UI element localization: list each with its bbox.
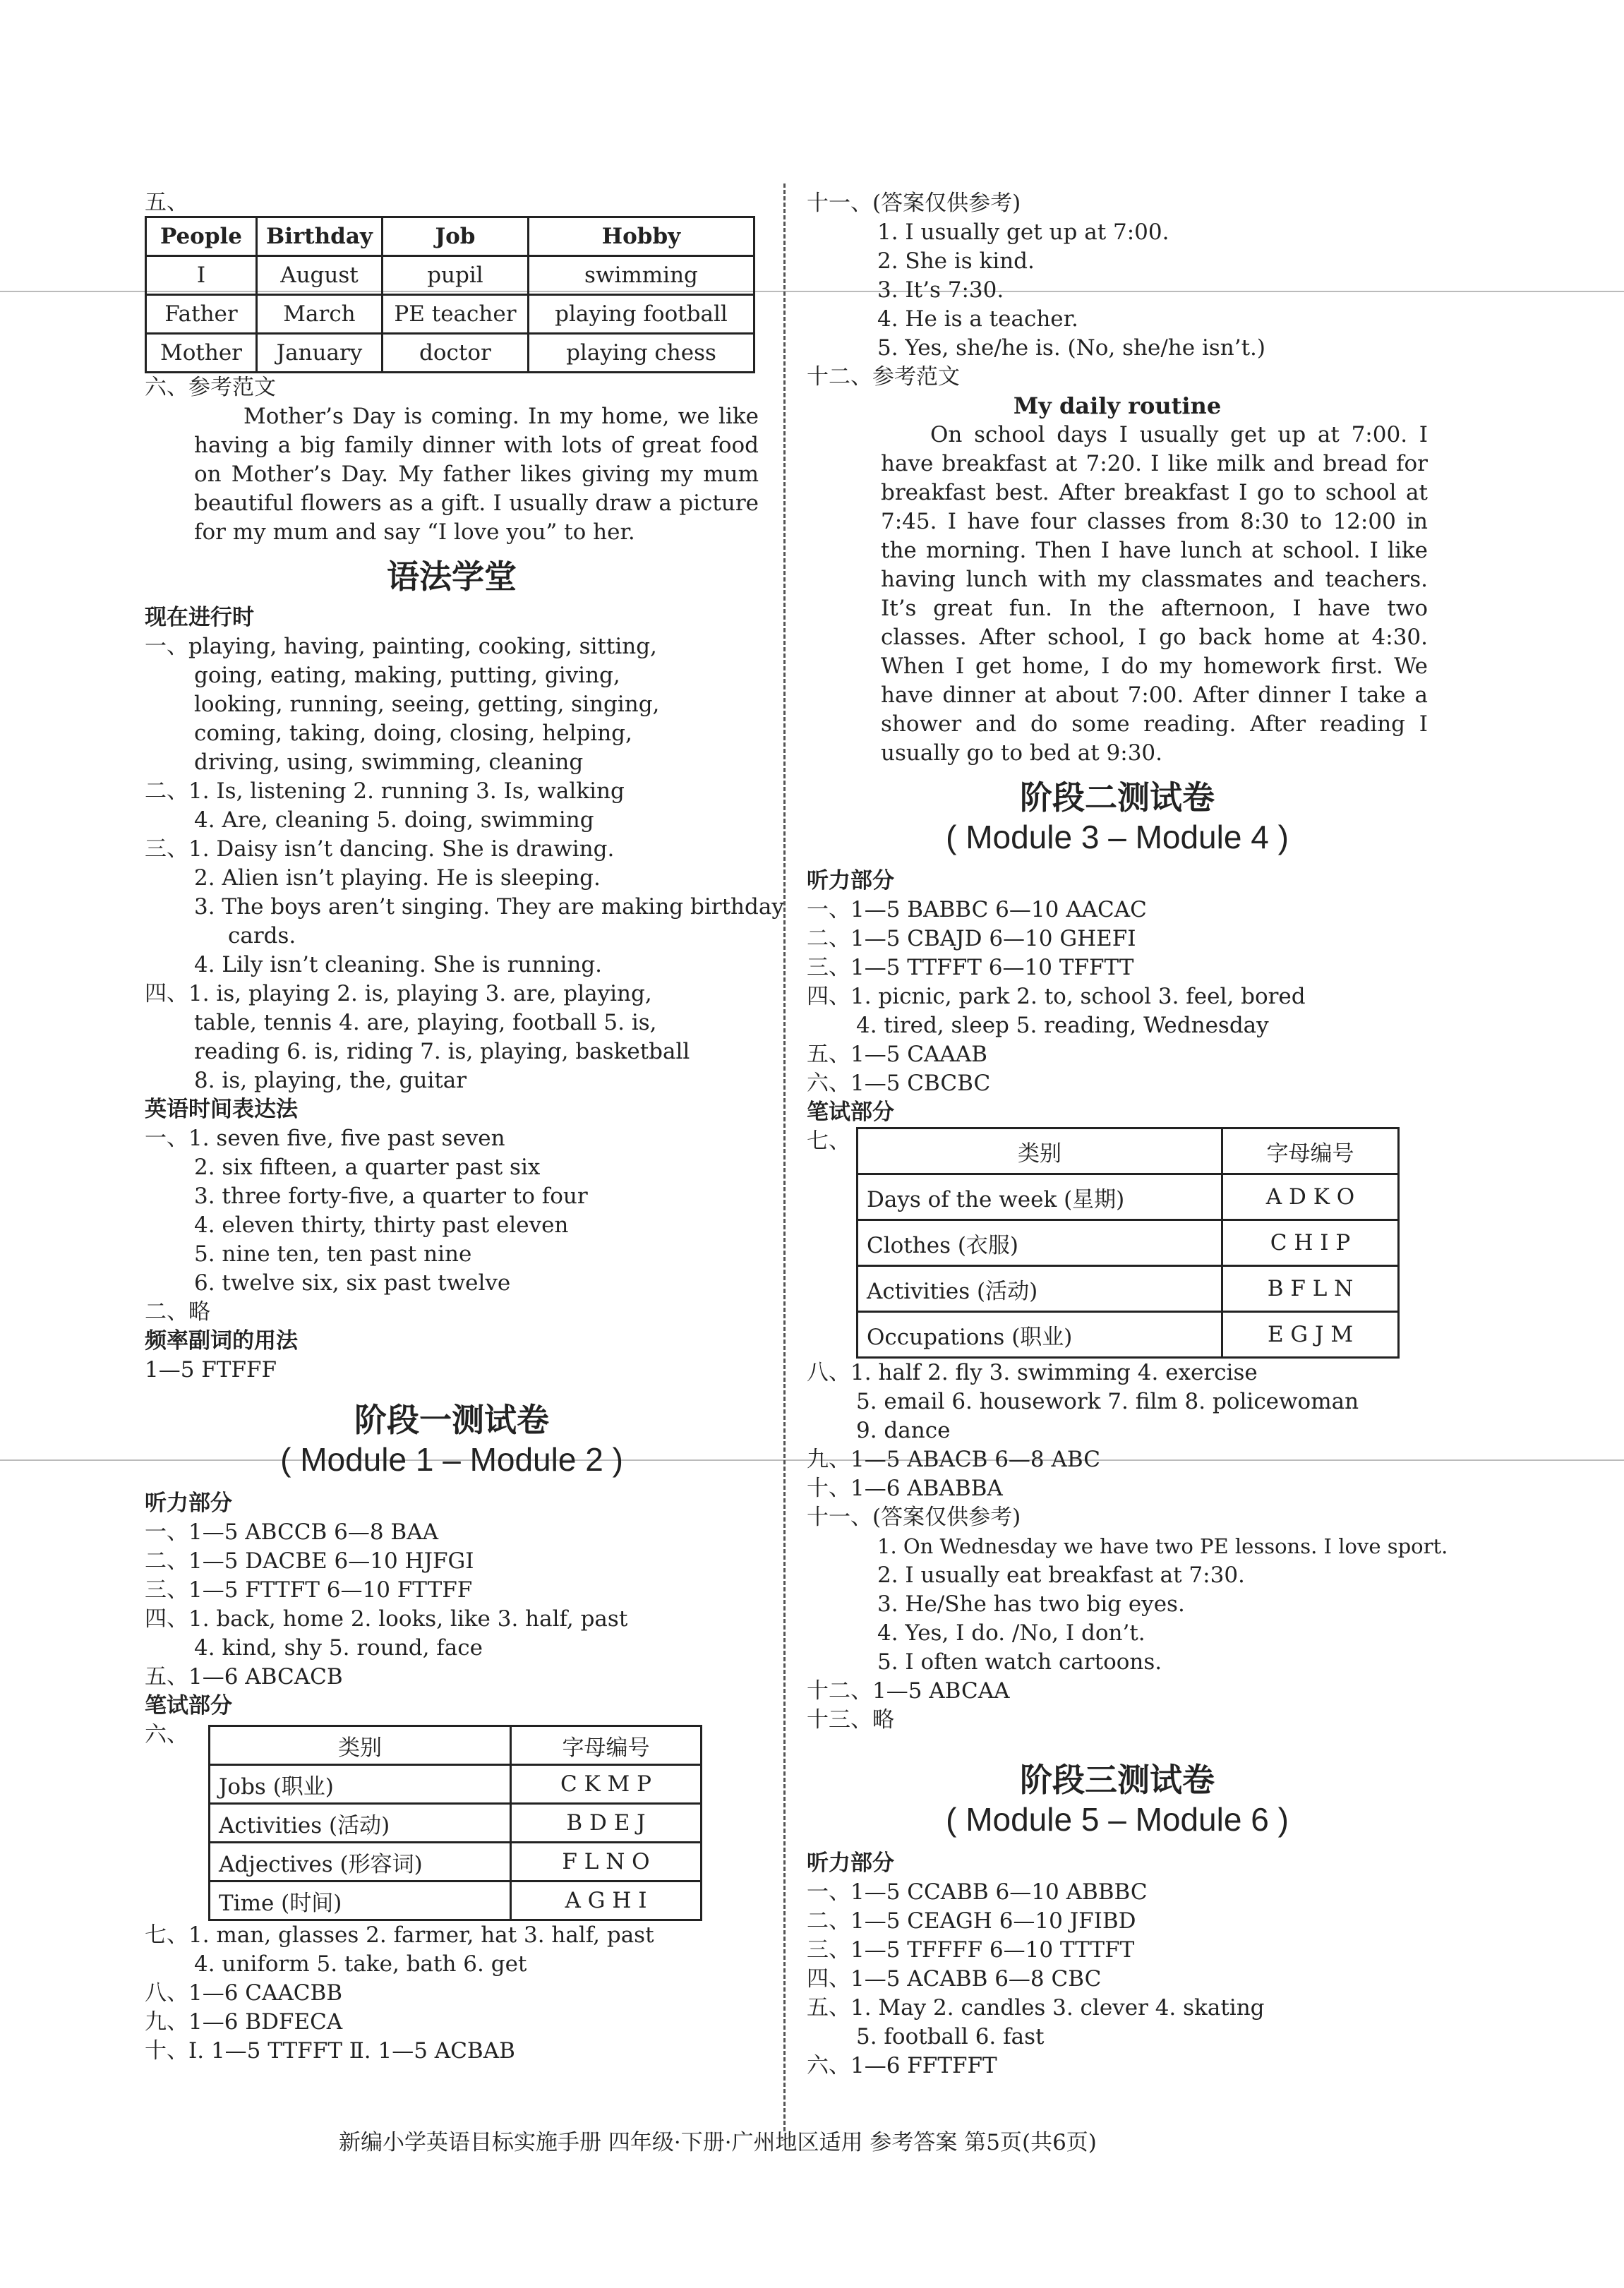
table-cell: B D E J — [511, 1804, 702, 1843]
answer-line: 3. It’s 7:30. — [877, 277, 1004, 303]
table-row — [210, 1881, 702, 1920]
table-cell: Activities (活动) — [210, 1804, 511, 1843]
answer-line: reading 6. is, riding 7. is, playing, basketball — [194, 1039, 690, 1064]
answer-line: 8. is, playing, the, guitar — [194, 1068, 467, 1093]
answer-line: 5. email 6. housework 7. film 8. policewoman — [856, 1389, 1359, 1414]
table-header: 字母编号 — [511, 1726, 702, 1765]
answer-line: 6. twelve six, six past twelve — [194, 1270, 511, 1296]
answer-line: 4. kind, shy 5. round, face — [194, 1635, 483, 1661]
test1-modules: ( Module 1 – Module 2 ) — [280, 1441, 623, 1478]
answer-line: 3. three forty-five, a quarter to four — [194, 1184, 588, 1209]
table-row — [858, 1312, 1399, 1358]
table-row — [146, 256, 754, 295]
essay-daily-routine: On school days I usually get up at 7:00. I have breakfast at 7:20. I like milk and bread for breakfast best. After breakfast I go to school at 7:45. I have four classes from 8:30 to 12:00 in the morning. Then I have lunch at school. I like having lunch with my classmates and teachers. It’s great fun. In the afternoon, I have two classes. After school, I go back home at 4:30. When I get home, I do my homework first. We have dinner at about 7:00. After dinner I take a shower and do some reading. After reading I usually go to bed at 9:30. — [881, 422, 1428, 766]
table-cell: A G H I — [511, 1881, 702, 1920]
table-row — [210, 1843, 702, 1881]
answer-line: 4. Yes, I do. /No, I don’t. — [877, 1620, 1145, 1646]
table-cell: E G J M — [1222, 1312, 1399, 1358]
answer-line: looking, running, seeing, getting, singing, — [194, 692, 660, 717]
answer-line: 五、1—6 ABCACB — [145, 1664, 343, 1690]
test2-modules: ( Module 3 – Module 4 ) — [946, 819, 1289, 855]
answer-line: 十、Ⅰ. 1—5 TTFFT Ⅱ. 1—5 ACBAB — [145, 2038, 515, 2064]
right-column — [807, 189, 1448, 2081]
table-cell: C H I P — [1222, 1220, 1399, 1266]
table-header: 字母编号 — [1222, 1128, 1399, 1174]
answer-line: 二、1. Is, listening 2. running 3. Is, walking — [145, 778, 625, 804]
table-header: 类别 — [858, 1128, 1222, 1174]
essay-title: My daily routine — [1013, 392, 1222, 419]
answer-line: 5. nine ten, ten past nine — [194, 1241, 472, 1267]
section-6-label: 六、参考范文 — [145, 375, 276, 400]
table-row — [210, 1804, 702, 1843]
answer-line: 1—5 FTFFF — [145, 1357, 277, 1383]
table-5 — [145, 216, 755, 373]
answer-line: 5. I often watch cartoons. — [877, 1649, 1162, 1675]
answer-line: table, tennis 4. are, playing, football 5. is, — [194, 1010, 657, 1035]
answer-line: 4. Are, cleaning 5. doing, swimming — [194, 807, 594, 833]
table-header-row — [146, 217, 754, 256]
table-cell: Adjectives (形容词) — [210, 1843, 511, 1881]
answer-line: going, eating, making, putting, giving, — [194, 663, 620, 688]
answer-line: 九、1—5 ABACB 6—8 ABC — [807, 1447, 1100, 1472]
left-column — [145, 189, 784, 2066]
answer-line: 一、1—5 BABBC 6—10 AACAC — [807, 897, 1147, 922]
answer-line: 八、1. half 2. fly 3. swimming 4. exercise — [807, 1360, 1258, 1385]
table-cell: March — [257, 295, 383, 334]
section-6-label: 六、 — [145, 1722, 188, 1747]
answer-line: driving, using, swimming, cleaning — [194, 749, 584, 775]
test2-category-table — [856, 1127, 1400, 1359]
table-cell: PE teacher — [382, 295, 528, 334]
table-row — [210, 1765, 702, 1804]
answer-line: 4. uniform 5. take, bath 6. get — [194, 1951, 527, 1977]
answer-line: 9. dance — [856, 1418, 951, 1443]
answer-line: 十三、略 — [807, 1707, 894, 1733]
test3-title: 阶段三测试卷 — [1020, 1761, 1215, 1799]
test3-modules: ( Module 5 – Module 6 ) — [946, 1801, 1289, 1838]
section-7-label: 七、 — [807, 1128, 850, 1154]
answer-line: 5. football 6. fast — [856, 2024, 1045, 2049]
frequency-adverb-title: 频率副词的用法 — [145, 1328, 298, 1354]
answer-line: 2. six fifteen, a quarter past six — [194, 1155, 541, 1180]
answer-line: cards. — [228, 923, 296, 949]
answer-line: 1. I usually get up at 7:00. — [877, 219, 1169, 245]
table-row — [146, 295, 754, 334]
table-cell: January — [257, 334, 383, 373]
table-cell: C K M P — [511, 1765, 702, 1804]
answer-line: 六、1—6 FFTFFT — [807, 2053, 997, 2078]
answer-line: 二、1—5 DACBE 6—10 HJFGI — [145, 1548, 474, 1574]
answer-line: 4. Lily isn’t cleaning. She is running. — [194, 952, 603, 977]
test1-category-table — [208, 1725, 702, 1921]
table-row — [858, 1266, 1399, 1312]
table-header: Job — [382, 217, 528, 256]
answer-line: 一、1. seven five, five past seven — [145, 1126, 505, 1151]
grammar-title: 语法学堂 — [387, 558, 517, 596]
table-cell: B F L N — [1222, 1266, 1399, 1312]
table-cell: August — [257, 256, 383, 295]
listening-title: 听力部分 — [145, 1491, 232, 1516]
written-title: 笔试部分 — [145, 1693, 232, 1718]
time-expression-title: 英语时间表达法 — [145, 1097, 298, 1122]
table-row — [146, 334, 754, 373]
table-cell: I — [146, 256, 257, 295]
table-cell: pupil — [382, 256, 528, 295]
answer-line: 1. On Wednesday we have two PE lessons. I love sport. — [877, 1534, 1448, 1558]
answer-line: 四、1. back, home 2. looks, like 3. half, past — [145, 1606, 628, 1632]
table-cell: Father — [146, 295, 257, 334]
table-cell: Jobs (职业) — [210, 1765, 511, 1804]
table-header: People — [146, 217, 257, 256]
page-footer: 新编小学英语目标实施手册 四年级·下册·广州地区适用 参考答案 第5页(共6页) — [339, 2130, 1097, 2155]
answer-line: 十二、1—5 ABCAA — [807, 1678, 1010, 1704]
answer-line: 二、1—5 CBAJD 6—10 GHEFI — [807, 926, 1136, 951]
table-cell: Clothes (衣服) — [858, 1220, 1222, 1266]
table-cell: doctor — [382, 334, 528, 373]
section-5-label: 五、 — [145, 190, 188, 215]
answer-line: 一、1—5 CCABB 6—10 ABBBC — [807, 1879, 1148, 1905]
listening-title: 听力部分 — [807, 1850, 894, 1876]
answer-line: 3. He/She has two big eyes. — [877, 1591, 1185, 1617]
table-cell: Mother — [146, 334, 257, 373]
answer-line: 5. Yes, she/he is. (No, she/he isn’t.) — [877, 335, 1265, 361]
answer-line: 十一、(答案仅供参考) — [807, 1505, 1021, 1530]
answer-line: 4. eleven thirty, thirty past eleven — [194, 1212, 569, 1238]
answer-line: 3. The boys aren’t singing. They are making birthday — [194, 894, 784, 920]
answer-line: 一、playing, having, painting, cooking, sitting, — [145, 634, 657, 659]
written-title: 笔试部分 — [807, 1100, 894, 1125]
answer-line: 七、1. man, glasses 2. farmer, hat 3. half, past — [145, 1922, 654, 1948]
test1-title: 阶段一测试卷 — [354, 1401, 549, 1439]
table-header-row — [210, 1726, 702, 1765]
table-header: Hobby — [528, 217, 754, 256]
answer-line: 三、1—5 TFFFF 6—10 TTTFT — [807, 1937, 1135, 1963]
answer-line: 六、1—5 CBCBC — [807, 1071, 991, 1096]
answer-line: 4. He is a teacher. — [877, 306, 1078, 332]
table-cell: F L N O — [511, 1843, 702, 1881]
table-cell: Occupations (职业) — [858, 1312, 1222, 1358]
table-row — [858, 1174, 1399, 1220]
answer-line: 五、1—5 CAAAB — [807, 1042, 987, 1067]
present-continuous-title: 现在进行时 — [145, 605, 254, 630]
test2-title: 阶段二测试卷 — [1020, 778, 1215, 817]
answer-line: 三、1—5 FTTFT 6—10 FTTFF — [145, 1577, 473, 1603]
answer-line: 二、1—5 CEAGH 6—10 JFIBD — [807, 1908, 1136, 1934]
answer-line: 2. Alien isn’t playing. He is sleeping. — [194, 865, 601, 891]
answer-line: 五、1. May 2. candles 3. clever 4. skating — [807, 1995, 1265, 2021]
answer-line: 十、1—6 ABABBA — [807, 1476, 1003, 1501]
answer-line: 一、1—5 ABCCB 6—8 BAA — [145, 1519, 438, 1545]
table-cell: Time (时间) — [210, 1881, 511, 1920]
table-row — [858, 1220, 1399, 1266]
table-cell: playing chess — [528, 334, 754, 373]
answer-line: 九、1—6 BDFECA — [145, 2009, 343, 2035]
answer-line: 四、1—5 ACABB 6—8 CBC — [807, 1966, 1102, 1992]
section-12-label: 十二、参考范文 — [807, 364, 960, 390]
answer-line: 三、1. Daisy isn’t dancing. She is drawing. — [145, 836, 615, 862]
listening-title: 听力部分 — [807, 868, 894, 893]
column-divider — [783, 183, 786, 2131]
answer-line: 八、1—6 CAACBB — [145, 1980, 343, 2006]
answer-line: 4. tired, sleep 5. reading, Wednesday — [856, 1013, 1269, 1038]
answer-line: 三、1—5 TTFFT 6—10 TFFTT — [807, 955, 1134, 980]
section-11-label: 十一、(答案仅供参考) — [807, 191, 1021, 216]
table-cell: swimming — [528, 256, 754, 295]
table-header: 类别 — [210, 1726, 511, 1765]
table-cell: A D K O — [1222, 1174, 1399, 1220]
answer-line: 四、1. picnic, park 2. to, school 3. feel, bored — [807, 984, 1306, 1009]
answer-line: 2. She is kind. — [877, 248, 1035, 274]
table-cell: Days of the week (星期) — [858, 1174, 1222, 1220]
table-cell: Activities (活动) — [858, 1266, 1222, 1312]
answer-line: 2. I usually eat breakfast at 7:30. — [877, 1563, 1245, 1588]
answer-line: 二、略 — [145, 1299, 210, 1325]
table-cell: playing football — [528, 295, 754, 334]
essay-mothers-day: Mother’s Day is coming. In my home, we like having a big family dinner with lots of great food on Mother’s Day. My father likes giving my mum beautiful flowers as a gift. I usually draw a picture for my mum and say “I love you” to her. — [194, 404, 759, 545]
answer-line: coming, taking, doing, closing, helping, — [194, 721, 632, 746]
table-header-row — [858, 1128, 1399, 1174]
answer-line: 四、1. is, playing 2. is, playing 3. are, playing, — [145, 981, 652, 1006]
table-header: Birthday — [257, 217, 383, 256]
